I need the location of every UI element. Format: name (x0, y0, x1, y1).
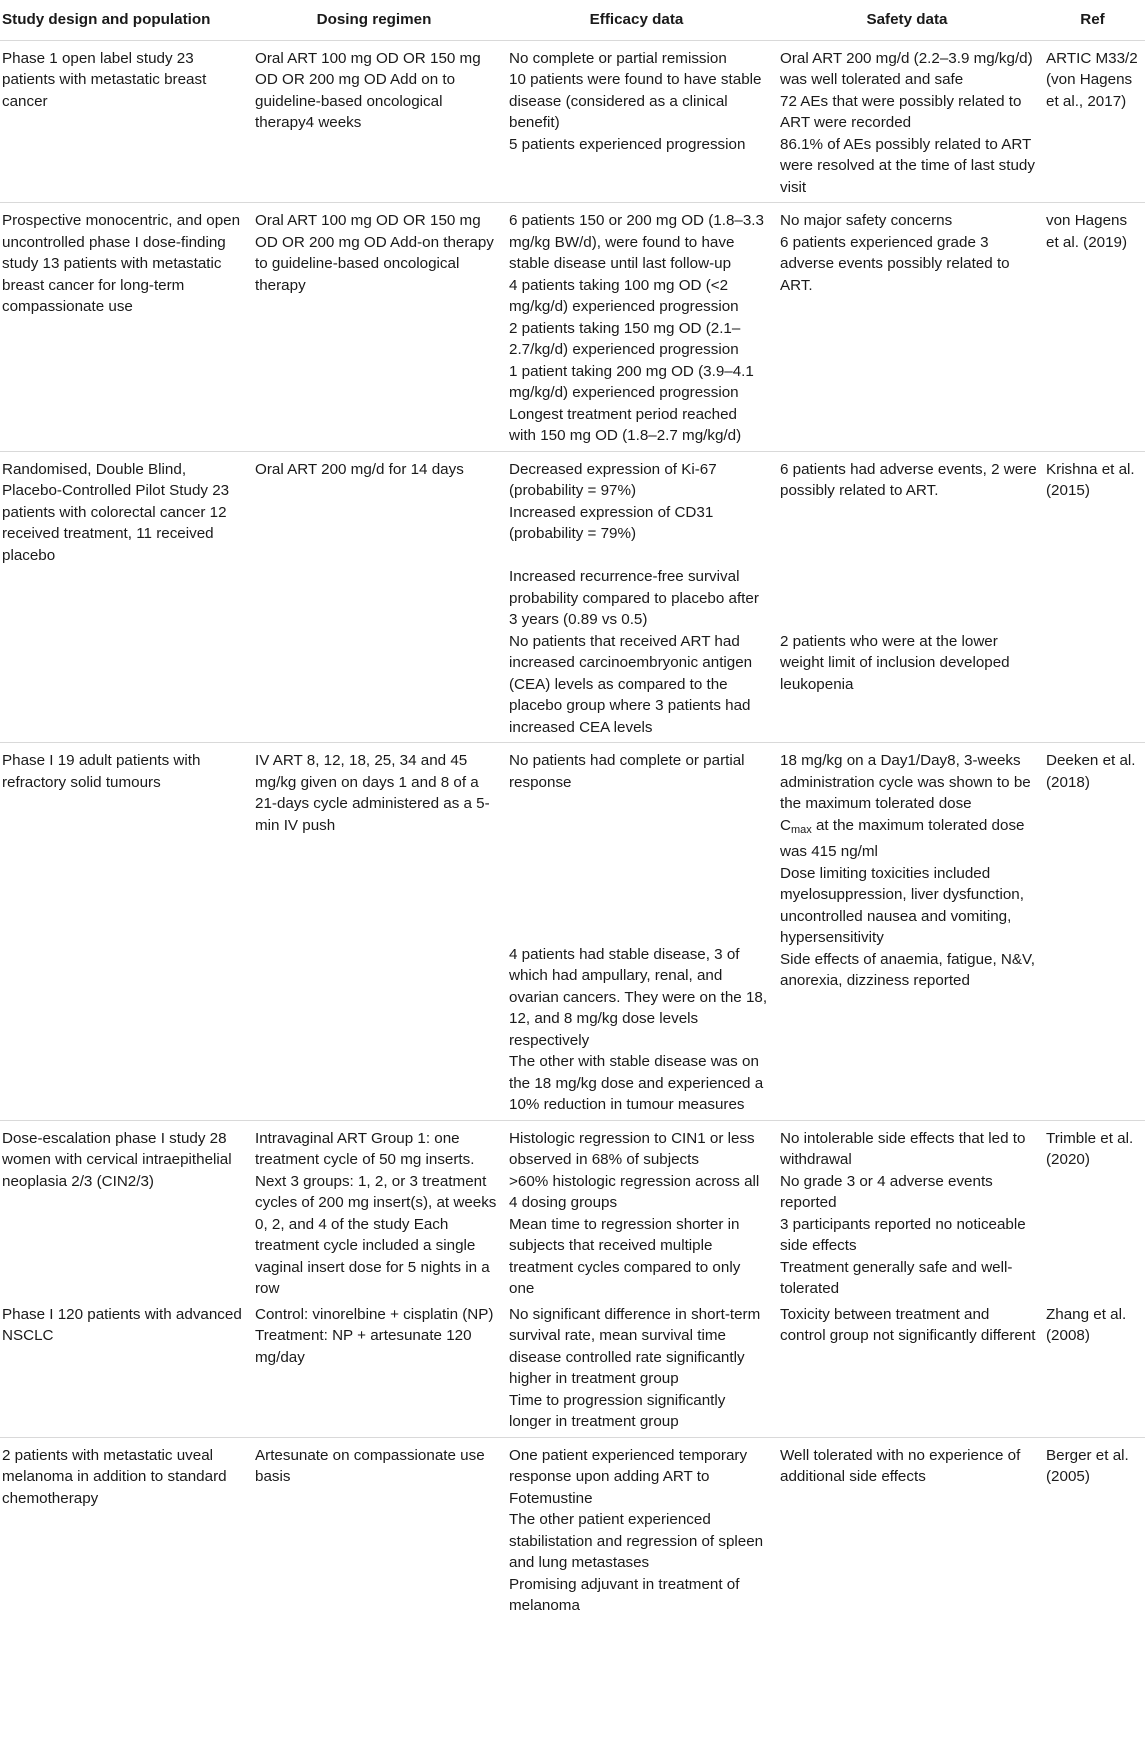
cell-ref: Berger et al. (2005) (1046, 1446, 1129, 1485)
cell-safety: 18 mg/kg on a Day1/Day8, 3-weeks administration cycle was shown to be the maximum tolerated dose $C_{max}$ at the maximum tolerated dose was 415 ng/ml Dose limiting toxicities included myelosuppression, liver dysfunction, uncontrolled nausea and vomiting, hypersensitivity Side effects of anaemia, fatigue, N&V, anorexia, dizziness reported (774, 743, 1044, 1121)
cell-ref: Krishna et al. (2015) (1044, 451, 1145, 743)
cell-dosing: Control: vinorelbine + cisplatin (NP) Treatment: NP + artesunate 120 mg/day (249, 1304, 503, 1438)
cell-dosing: Oral ART 200 mg/d for 14 days (249, 451, 503, 743)
cell-ref: von Hagens et al. (2019) (1044, 203, 1145, 452)
cell-study: Dose-escalation phase I study 28 women with cervical intraepithelial neoplasia 2/3 (CIN2/3) (2, 1129, 232, 1190)
cell-efficacy: One patient experienced temporary response upon adding ART to Fotemustine The other patient experienced stabilistation and regression of spleen and lung metastases Promising adjuvant in treatment of melanoma (509, 1446, 764, 1614)
cell-ref: Deeken et al. (2018) (1044, 743, 1145, 1121)
table-row (0, 40, 1145, 203)
cell-study: Phase I 120 patients with advanced NSCLC (0, 1304, 249, 1438)
cell-study: Prospective monocentric, and open uncontrolled phase I dose-finding study 13 patients with metastatic breast cancer for long-term compassionate use (0, 203, 249, 452)
cell-ref: ARTIC M33/2 (von Hagens et al., 2017) (1044, 40, 1145, 203)
cell-safety: Oral ART 200 mg/d (2.2–3.9 mg/kg/d) was well tolerated and safe 72 AEs that were possibly related to ART were recorded 86.1% of AEs possibly related to ART were resolved at the time of last study visit (774, 40, 1044, 203)
cell-dosing: Intravaginal ART Group 1: one treatment cycle of 50 mg inserts. Next 3 groups: 1, 2, or 3 treatment cycles of 200 mg insert(s), at weeks 0, 2, and 4 of the study Each treatment cycle included a single vaginal insert dose for 5 nights in a row (255, 1129, 497, 1297)
cell-efficacy: Histologic regression to CIN1 or less observed in 68% of subjects >60% histologic regression across all 4 dosing groups Mean time to regression shorter in subjects that received multiple treatment cycles compared to only one (509, 1129, 760, 1297)
cell-safety: Well tolerated with no experience of additional side effects (780, 1446, 1021, 1485)
header-safety: Safety data (774, 0, 1044, 40)
table-row (0, 1120, 1145, 1304)
cell-safety: No intolerable side effects that led to withdrawal No grade 3 or 4 adverse events reported 3 participants reported no noticeable side effects Treatment generally safe and well-tolerated (780, 1129, 1026, 1297)
table-row (0, 1304, 1145, 1438)
table-row (0, 743, 1145, 1121)
table-header-row (0, 0, 1145, 40)
cell-efficacy: No complete or partial remission 10 patients were found to have stable disease (considered as a clinical benefit) 5 patients experienced progression (503, 40, 774, 203)
cell-efficacy: Decreased expression of Ki-67 (probability = 97%) Increased expression of CD31 (probability = 79%) Increased recurrence-free survival probability compared to placebo after 3 years (0.89 vs 0.5) No patients that received ART had increased carcinoembryonic antigen (CEA) levels as compared to the placebo group where 3 patients had increased CEA levels (503, 451, 774, 743)
table-row (0, 451, 1145, 743)
header-efficacy: Efficacy data (503, 0, 774, 40)
cell-study: 2 patients with metastatic uveal melanoma in addition to standard chemotherapy (2, 1446, 227, 1507)
header-dosing: Dosing regimen (249, 0, 503, 40)
cell-dosing: Oral ART 100 mg OD OR 150 mg OD OR 200 mg OD Add-on therapy to guideline-based oncological therapy (249, 203, 503, 452)
cell-safety: No major safety concerns 6 patients experienced grade 3 adverse events possibly related to ART. (774, 203, 1044, 452)
cell-study: Phase I 19 adult patients with refractory solid tumours (0, 743, 249, 1121)
cell-dosing: Oral ART 100 mg OD OR 150 mg OD OR 200 mg OD Add on to guideline-based oncological therapy4 weeks (249, 40, 503, 203)
cell-dosing: IV ART 8, 12, 18, 25, 34 and 45 mg/kg given on days 1 and 8 of a 21-days cycle administered as a 5-min IV push (249, 743, 503, 1121)
cell-efficacy: 6 patients 150 or 200 mg OD (1.8–3.3 mg/kg BW/d), were found to have stable disease until last follow-up 4 patients taking 100 mg OD (<2 mg/kg/d) experienced progression 2 patients taking 150 mg OD (2.1–2.7/kg/d) experienced progression 1 patient taking 200 mg OD (3.9–4.1 mg/kg/d) experienced progression Longest treatment period reached with 150 mg OD (1.8–2.7 mg/kg/d) (503, 203, 774, 452)
cell-dosing: Artesunate on compassionate use basis (255, 1446, 485, 1485)
table-row (0, 1437, 1145, 1621)
cell-study: Randomised, Double Blind, Placebo-Controlled Pilot Study 23 patients with colorectal cancer 12 received treatment, 11 received placebo (0, 451, 249, 743)
cell-safety: 6 patients had adverse events, 2 were possibly related to ART. 2 patients who were at the lower weight limit of inclusion developed leukopenia (774, 451, 1044, 743)
cell-efficacy: No patients had complete or partial response 4 patients had stable disease, 3 of which had ampullary, renal, and ovarian cancers. They were on the 18, 12, and 8 mg/kg dose levels respectively The other with stable disease was on the 18 mg/kg dose and experienced a 10% reduction in tumour measures (503, 743, 774, 1121)
cell-safety: Toxicity between treatment and control group not significantly different (774, 1304, 1044, 1438)
header-ref: Ref (1044, 0, 1145, 40)
cell-study: Phase 1 open label study 23 patients with metastatic breast cancer (0, 40, 249, 203)
header-study: Study design and population (0, 0, 249, 40)
table-row (0, 203, 1145, 452)
cell-efficacy: No significant difference in short-term survival rate, mean survival time disease controlled rate significantly higher in treatment group Time to progression significantly longer in treatment group (503, 1304, 774, 1438)
cell-ref: Trimble et al. (2020) (1046, 1129, 1134, 1168)
cell-ref: Zhang et al. (2008) (1044, 1304, 1145, 1438)
